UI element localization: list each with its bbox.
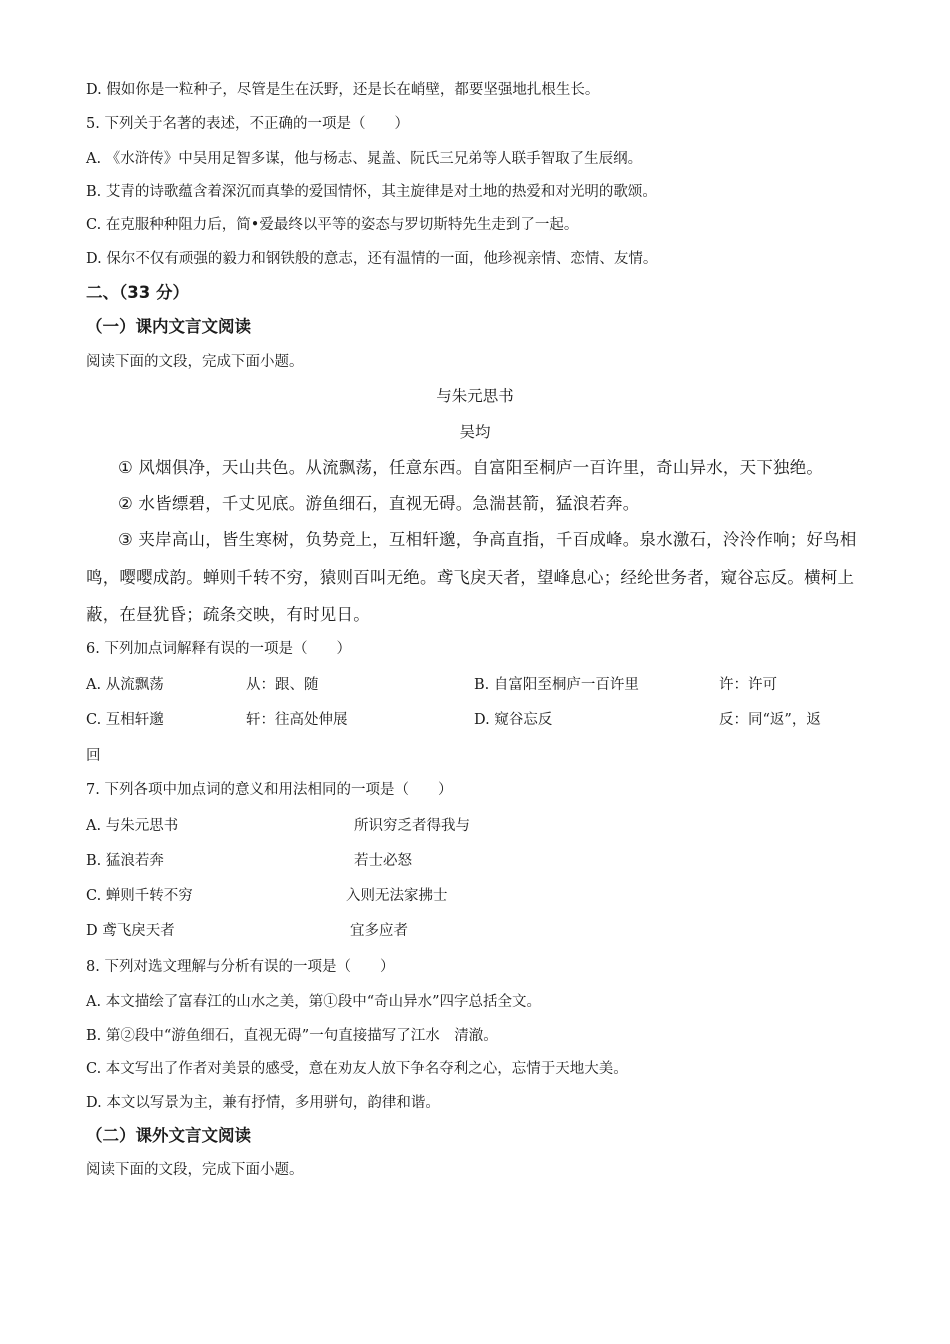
passage-author: 吴均 xyxy=(459,423,491,441)
q5-option-b: B. 艾青的诗歌蕴含着深沉而真挚的爱国情怀，其主旋律是对土地的热爱和对光明的歌颂。 xyxy=(86,184,657,200)
q7-option-b-right: 若士必怒 xyxy=(354,853,412,869)
q8-stem: 8. 下列对选文理解与分析有误的一项是（ ） xyxy=(86,959,395,975)
passage-paragraph-3-line-3: 蔽，在昼犹昏；疏条交映，有时见日。 xyxy=(86,605,370,624)
q7-option-c-left: C. 蝉则千转不穷 xyxy=(86,888,193,904)
q6-option-d-gloss: 反：同“返”，返 xyxy=(719,712,821,728)
q8-option-d: D. 本文以写景为主，兼有抒情，多用骈句，韵律和谐。 xyxy=(86,1095,440,1111)
part-2-instruction: 阅读下面的文段，完成下面小题。 xyxy=(86,1162,304,1178)
passage-title: 与朱元思书 xyxy=(436,387,514,405)
part-2-title: （二）课外文言文阅读 xyxy=(86,1126,251,1145)
q6-option-c-gloss: 轩：往高处伸展 xyxy=(246,712,348,728)
q6-option-d-phrase: D. 窥谷忘反 xyxy=(474,712,553,728)
passage-paragraph-2: ② 水皆缥碧，千丈见底。游鱼细石，直视无碍。急湍甚箭，猛浪若奔。 xyxy=(118,494,640,513)
q7-option-b-left: B. 猛浪若奔 xyxy=(86,853,164,869)
q8-option-c: C. 本文写出了作者对美景的感受，意在劝友人放下争名夺利之心，忘情于天地大美。 xyxy=(86,1061,628,1077)
q5-option-c: C. 在克服种种阻力后，简•爱最终以平等的姿态与罗切斯特先生走到了一起。 xyxy=(86,217,579,233)
passage-paragraph-1: ① 风烟俱净，天山共色。从流飘荡，任意东西。自富阳至桐庐一百许里，奇山异水，天下独绝。 xyxy=(118,458,824,477)
q7-stem: 7. 下列各项中加点词的意义和用法相同的一项是（ ） xyxy=(86,782,453,798)
q5-option-d: D. 保尔不仅有顽强的毅力和钢铁般的意志，还有温情的一面，他珍视亲情、恋情、友情。 xyxy=(86,251,658,267)
q6-stem: 6. 下列加点词解释有误的一项是（ ） xyxy=(86,641,351,657)
q7-option-a-right: 所识穷乏者得我与 xyxy=(354,818,470,834)
q6-option-d-gloss-continued: 回 xyxy=(86,748,101,764)
q7-option-c-right: 入则无法家拂士 xyxy=(346,888,448,904)
passage-paragraph-3-line-2: 鸣，嘤嘤成韵。蝉则千转不穷，猿则百叫无绝。鸢飞戾天者，望峰息心；经纶世务者，窥谷忘反。横柯上 xyxy=(86,568,855,587)
q7-option-d-left: D 鸢飞戾天者 xyxy=(86,923,175,939)
q6-option-b-phrase: B. 自富阳至桐庐一百许里 xyxy=(474,677,639,693)
q6-option-a-gloss: 从：跟、随 xyxy=(246,677,319,693)
q8-option-a: A. 本文描绘了富春江的山水之美，第①段中“奇山异水”四字总括全文。 xyxy=(86,994,542,1010)
part-1-title: （一）课内文言文阅读 xyxy=(86,317,251,336)
q6-option-a-phrase: A. 从流飘荡 xyxy=(86,677,164,693)
q5-option-a: A. 《水浒传》中吴用足智多谋，他与杨志、晁盖、阮氏三兄弟等人联手智取了生辰纲。 xyxy=(86,151,643,167)
q5-stem: 5. 下列关于名著的表述，不正确的一项是（ ） xyxy=(86,116,409,132)
q8-option-b: B. 第②段中“游鱼细石，直视无碍”一句直接描写了江水 清澈。 xyxy=(86,1028,498,1044)
part-1-instruction: 阅读下面的文段，完成下面小题。 xyxy=(86,354,304,370)
q6-option-b-gloss: 许：许可 xyxy=(719,677,777,693)
passage-paragraph-3-line-1: ③ 夹岸高山，皆生寒树，负势竞上，互相轩邈，争高直指，千百成峰。泉水激石，泠泠作响；好鸟相 xyxy=(118,530,857,549)
q7-option-a-left: A. 与朱元思书 xyxy=(86,818,179,834)
q4-option-d: D. 假如你是一粒种子，尽管是生在沃野，还是长在峭壁，都要坚强地扎根生长。 xyxy=(86,82,600,98)
q7-option-d-right: 宜多应者 xyxy=(350,923,408,939)
section-2-title: 二、（33 分） xyxy=(86,283,189,302)
q6-option-c-phrase: C. 互相轩邈 xyxy=(86,712,164,728)
